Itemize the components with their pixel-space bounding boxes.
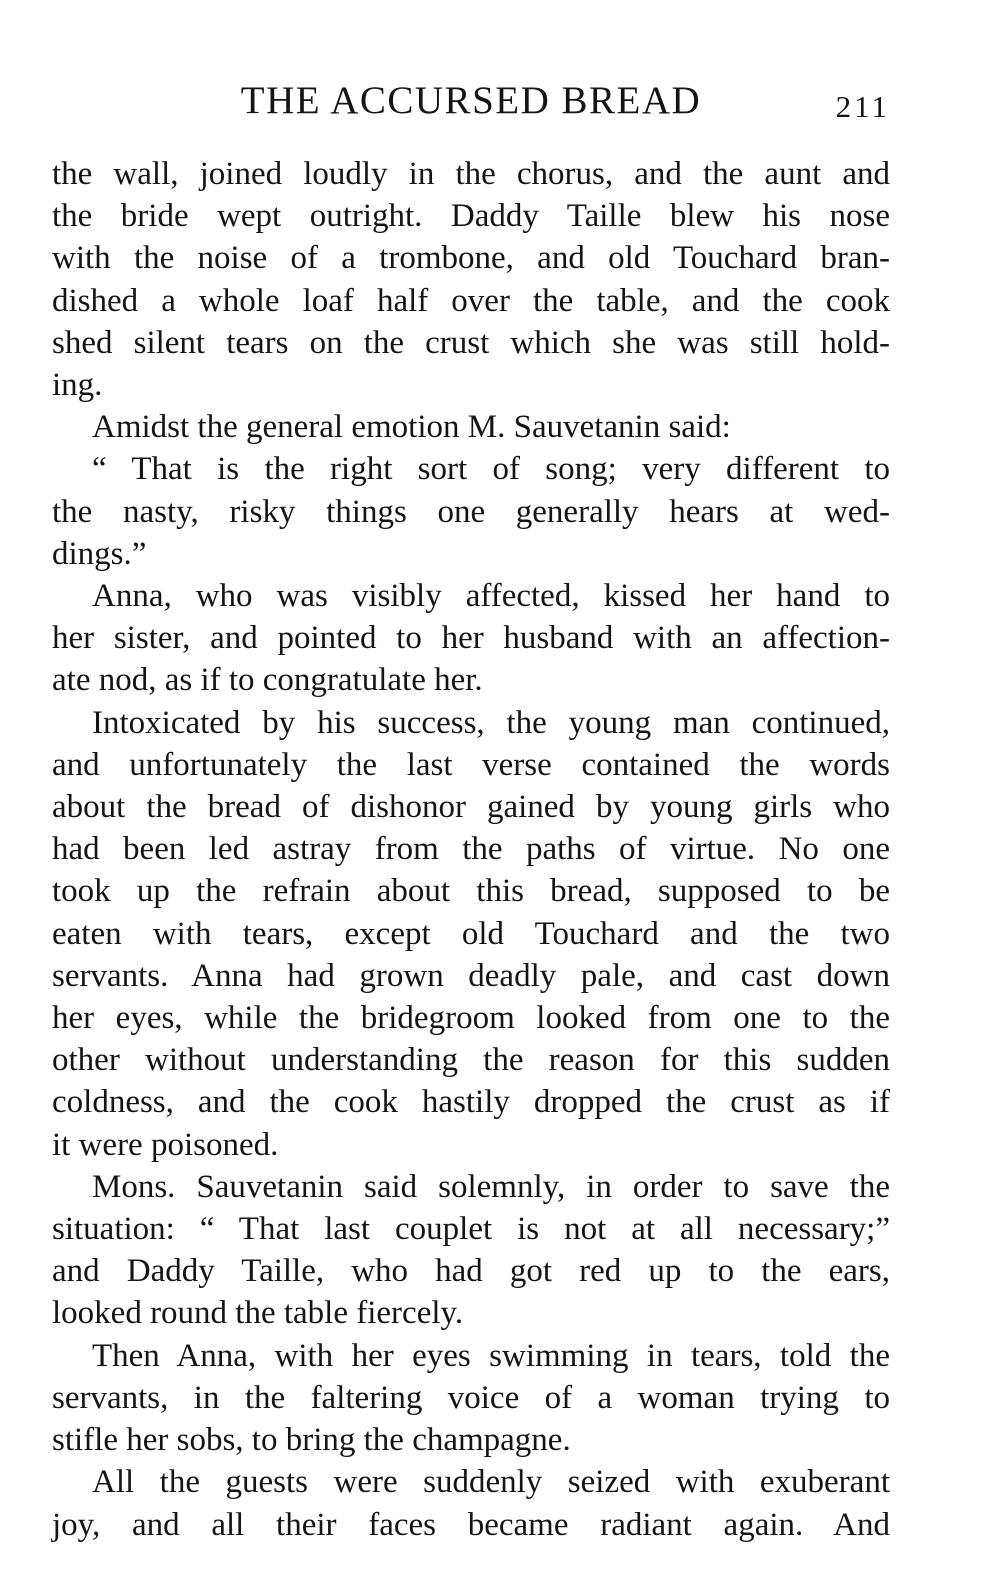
body-text	[52, 153, 890, 1546]
paragraph	[52, 1335, 890, 1462]
running-title: THE ACCURSED BREAD	[240, 79, 702, 122]
text-line: “ That is the right sort of song; very different to	[92, 451, 890, 488]
text-line: it were poisoned.	[52, 1126, 279, 1163]
paragraph	[52, 1461, 890, 1545]
text-line: Mons. Sauvetanin said solemnly, in order to save the	[92, 1168, 890, 1205]
text-line: her eyes, while the bridegroom looked from one to the	[52, 1000, 890, 1037]
text-line: and unfortunately the last verse contained the words	[52, 746, 890, 783]
text-line: looked round the table fiercely.	[52, 1295, 464, 1332]
page-header	[52, 76, 890, 126]
paragraph	[52, 1166, 890, 1335]
page-number: 211	[835, 89, 890, 124]
text-line: situation: “ That last couplet is not at all necessary;”	[52, 1211, 890, 1248]
text-line: eaten with tears, except old Touchard and the two	[52, 915, 890, 952]
text-line: All the guests were suddenly seized with exuberant	[92, 1464, 890, 1501]
text-line: the nasty, risky things one generally hears at wed-	[52, 493, 890, 530]
text-line: dished a whole loaf half over the table, and the cook	[52, 282, 890, 319]
text-line: ate nod, as if to congratulate her.	[52, 662, 483, 699]
text-line: coldness, and the cook hastily dropped the crust as if	[52, 1084, 890, 1121]
text-line: about the bread of dishonor gained by young girls who	[52, 789, 890, 826]
text-line: her sister, and pointed to her husband with an affection-	[52, 620, 890, 657]
text-line: Intoxicated by his success, the young man continued,	[92, 704, 890, 741]
text-line: other without understanding the reason for this sudden	[52, 1042, 890, 1079]
text-line: Amidst the general emotion M. Sauvetanin said:	[92, 409, 731, 446]
text-line: had been led astray from the paths of virtue. No one	[52, 831, 890, 868]
text-line: Then Anna, with her eyes swimming in tears, told the	[92, 1337, 890, 1374]
text-line: the wall, joined loudly in the chorus, and the aunt and	[52, 156, 890, 192]
text-line: ing.	[52, 367, 103, 404]
text-line: and Daddy Taille, who had got red up to the ears,	[52, 1253, 890, 1290]
text-line: stifle her sobs, to bring the champagne.	[52, 1422, 571, 1459]
text-line: shed silent tears on the crust which she was still hold-	[52, 324, 890, 361]
text-line: with the noise of a trombone, and old Touchard bran-	[52, 240, 890, 277]
paragraph	[52, 448, 890, 575]
text-line: the bride wept outright. Daddy Taille blew his nose	[52, 198, 890, 235]
paragraph	[52, 575, 890, 702]
text-line: dings.”	[52, 535, 147, 572]
text-line: took up the refrain about this bread, supposed to be	[52, 873, 890, 910]
text-line: joy, and all their faces became radiant again. And	[52, 1506, 890, 1543]
paragraph	[52, 406, 890, 448]
paragraph	[52, 702, 890, 1166]
text-line: servants. Anna had grown deadly pale, and cast down	[52, 957, 890, 994]
text-line: Anna, who was visibly affected, kissed her hand to	[92, 578, 890, 615]
text-line: servants, in the faltering voice of a woman trying to	[52, 1379, 890, 1416]
paragraph	[52, 153, 890, 406]
